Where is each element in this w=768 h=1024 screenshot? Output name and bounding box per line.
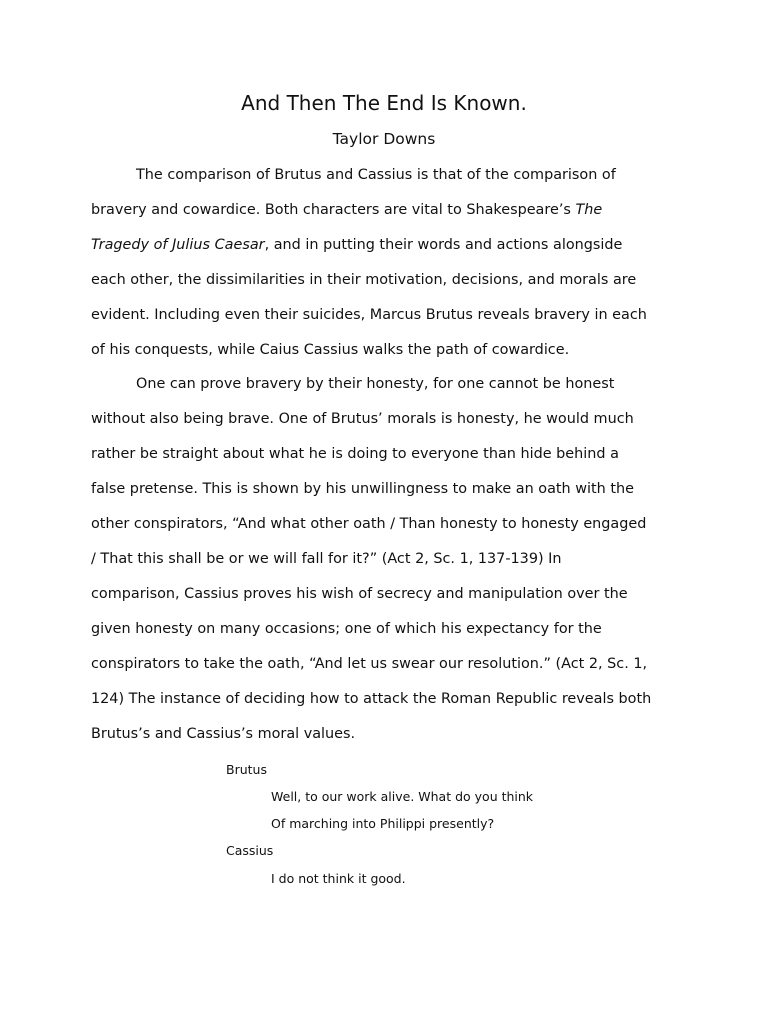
paragraph-1-line: of his conquests, while Caius Cassius walks the path of cowardice. bbox=[91, 342, 570, 358]
paragraph-2-line: conspirators to take the oath, “And let us swear our resolution.” (Act 2, Sc. 1, bbox=[91, 656, 648, 672]
paragraph-1-line: each other, the dissimilarities in their motivation, decisions, and morals are bbox=[91, 272, 637, 288]
paragraph-2-line: given honesty on many occasions; one of which his expectancy for the bbox=[91, 621, 602, 637]
dialogue-speaker-brutus: Brutus bbox=[226, 762, 267, 777]
paragraph-2-line: One can prove bravery by their honesty, for one cannot be honest bbox=[136, 376, 615, 392]
paragraph-2-line: without also being brave. One of Brutus’ morals is honesty, he would much bbox=[91, 411, 634, 427]
play-title-italic: Tragedy of Julius Caesar bbox=[91, 237, 265, 253]
paragraph-2-line: 124) The instance of deciding how to attack the Roman Republic reveals both bbox=[91, 691, 652, 707]
paragraph-2-line: / That this shall be or we will fall for it?” (Act 2, Sc. 1, 137-139) In bbox=[91, 551, 562, 567]
dialogue-speaker-cassius: Cassius bbox=[226, 843, 274, 858]
paragraph-2-line: other conspirators, “And what other oath / Than honesty to honesty engaged bbox=[91, 516, 647, 532]
paragraph-2-line: rather be straight about what he is doing to everyone than hide behind a bbox=[91, 446, 619, 462]
paragraph-1-line bbox=[91, 235, 622, 255]
essay-title: And Then The End Is Known. bbox=[241, 91, 527, 115]
paragraph-2-line: comparison, Cassius proves his wish of secrecy and manipulation over the bbox=[91, 586, 628, 602]
dialogue-line: Of marching into Philippi presently? bbox=[271, 816, 495, 831]
dialogue-line: Well, to our work alive. What do you think bbox=[271, 789, 534, 804]
play-title-italic: The bbox=[575, 202, 603, 218]
paragraph-1-text: , and in putting their words and actions alongside bbox=[264, 237, 623, 253]
paragraph-2-line: false pretense. This is shown by his unwillingness to make an oath with the bbox=[91, 481, 634, 497]
essay-author: Taylor Downs bbox=[332, 130, 436, 148]
dialogue-line: I do not think it good. bbox=[271, 871, 406, 886]
paragraph-1-line bbox=[91, 200, 602, 220]
paragraph-1-line: evident. Including even their suicides, Marcus Brutus reveals bravery in each bbox=[91, 307, 647, 323]
paragraph-1-text: bravery and cowardice. Both characters are vital to Shakespeare’s bbox=[91, 202, 576, 218]
paragraph-1-line: The comparison of Brutus and Cassius is that of the comparison of bbox=[136, 167, 616, 183]
paragraph-2-line: Brutus’s and Cassius’s moral values. bbox=[91, 726, 356, 742]
